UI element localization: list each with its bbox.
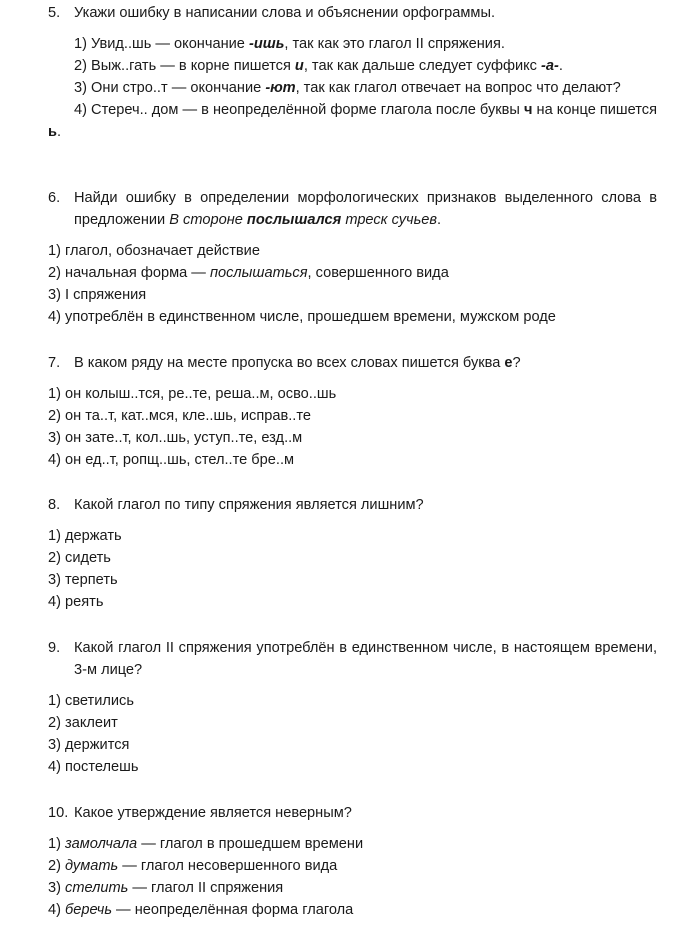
- option-2: 2) сидеть: [48, 550, 111, 566]
- question-8: [48, 494, 657, 613]
- question-text: В каком ряду на месте пропуска во всех словах пишется буква е?: [74, 355, 521, 371]
- question-10-header: [48, 802, 657, 824]
- question-8-header: [48, 494, 657, 516]
- question-text: Найди ошибку в определении морфологических признаков выделенного слова в предложении В стороне послышался треск сучьев.: [74, 190, 657, 228]
- options-list: [48, 33, 657, 143]
- question-number: 8.: [48, 497, 61, 513]
- option-1: 1) глагол, обозначает действие: [48, 243, 260, 259]
- option-3: 3) стелить — глагол II спряжения: [48, 880, 284, 896]
- option-2: 2) заклеит: [48, 715, 118, 731]
- question-9-header: [48, 637, 657, 681]
- question-text: Какой глагол II спряжения употреблён в единственном числе, в настоящем времени, 3-м лице?: [74, 640, 657, 678]
- options-list: [48, 690, 657, 778]
- option-4: 4) он ед..т, ропщ..шь, стел..те бре..м: [48, 452, 295, 468]
- question-text: Укажи ошибку в написании слова и объяснении орфограммы.: [74, 5, 495, 21]
- options-list: [48, 240, 657, 328]
- options-list: [48, 525, 657, 613]
- option-4: 4) реять: [48, 594, 104, 610]
- option-1: 1) светились: [48, 693, 134, 709]
- question-5: [48, 2, 657, 143]
- question-5-header: [48, 2, 657, 24]
- question-text: Какой глагол по типу спряжения является лишним?: [74, 497, 424, 513]
- question-6: [48, 187, 657, 328]
- options-list: [48, 833, 657, 921]
- question-number: 7.: [48, 355, 61, 371]
- question-7-header: [48, 352, 657, 374]
- question-6-header: [48, 187, 657, 231]
- option-2: 2) начальная форма — послышаться, совершенного вида: [48, 265, 449, 281]
- question-number: 5.: [48, 5, 61, 21]
- option-3: 3) Они стро..т — окончание -ют, так как глагол отвечает на вопрос что делают?: [74, 80, 621, 96]
- option-4: 4) беречь — неопределённая форма глагола: [48, 902, 354, 918]
- question-number: 9.: [48, 640, 61, 656]
- option-4: 4) употреблён в единственном числе, прошедшем времени, мужском роде: [48, 309, 556, 325]
- question-7: [48, 352, 657, 471]
- question-number: 6.: [48, 190, 61, 206]
- option-1: 1) Увид..шь — окончание -ишь, так как это глагол II спряжения.: [74, 36, 505, 52]
- option-1: 1) замолчала — глагол в прошедшем времени: [48, 836, 364, 852]
- options-list: [48, 383, 657, 471]
- option-3: 3) он зате..т, кол..шь, уступ..те, езд..м: [48, 430, 303, 446]
- option-1: 1) он колыш..тся, ре..те, реша..м, осво..шь: [48, 386, 337, 402]
- option-3: 3) терпеть: [48, 572, 118, 588]
- question-number: 10.: [48, 805, 69, 821]
- question-10: [48, 802, 657, 921]
- option-2: 2) Выж..гать — в корне пишется и, так как дальше следует суффикс -а-.: [74, 58, 563, 74]
- option-3: 3) держится: [48, 737, 130, 753]
- option-4: 4) постелешь: [48, 759, 139, 775]
- question-text: Какое утверждение является неверным?: [74, 805, 352, 821]
- option-4: 4) Стереч.. дом — в неопределённой форме глагола после буквы ч на конце пишется ь.: [48, 102, 657, 140]
- option-2: 2) думать — глагол несовершенного вида: [48, 858, 338, 874]
- option-3: 3) I спряжения: [48, 287, 147, 303]
- option-1: 1) держать: [48, 528, 122, 544]
- question-9: [48, 637, 657, 778]
- option-2: 2) он та..т, кат..мся, кле..шь, исправ..те: [48, 408, 311, 424]
